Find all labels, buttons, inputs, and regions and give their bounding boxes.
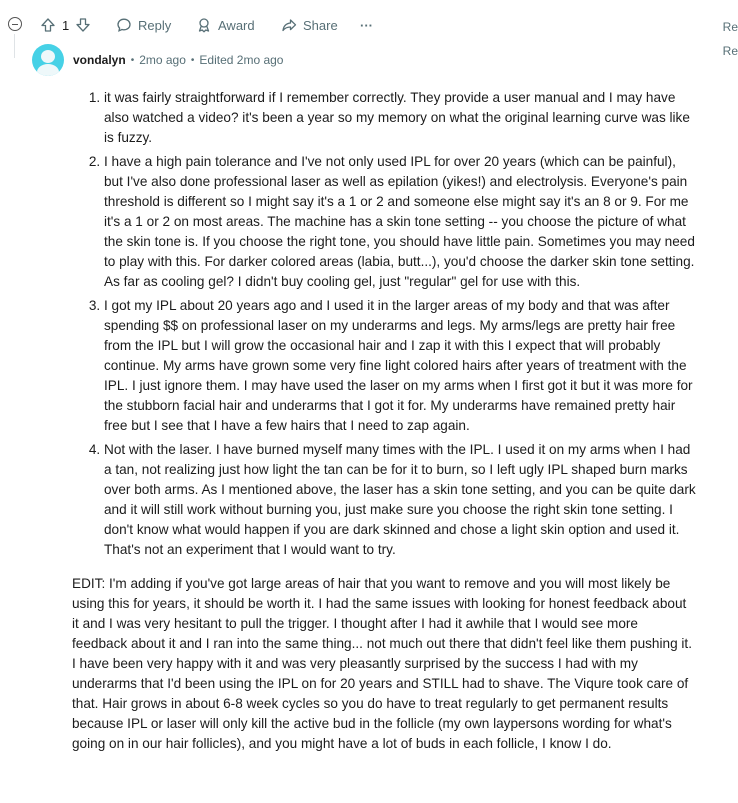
upvote-icon[interactable] — [40, 17, 56, 33]
award-button[interactable] — [196, 16, 255, 34]
comment-timestamp[interactable]: 2mo ago — [139, 53, 186, 67]
reply-label: Reply — [138, 17, 172, 33]
separator-dot: • — [190, 54, 195, 66]
award-icon — [196, 17, 212, 33]
truncated-side-text: Re — [722, 20, 738, 34]
edited-timestamp: Edited 2mo ago — [199, 53, 284, 67]
more-options-button[interactable] — [360, 16, 373, 34]
parent-comment-action-bar — [0, 0, 738, 58]
username-link[interactable]: vondalyn — [73, 53, 126, 67]
edit-paragraph: EDIT: I'm adding if you've got large areas of hair that you want to remove and you will most likely be using this for years, it should be worth it. I had the same issues with looking for honest feedback about it and I was very hesitant to pull the trigger. I thought after I had it awhile that I would see more feedback about it and I ran into the same thing... not much out there that didn't feel like them pushing it. I have been very happy with it and was very pleasantly surprised by the success I had with my underarms that I'd been using the IPL on for 20 years and STILL had to shave. The Viqure took care of that. Hair grows in about 6-8 week cycles so you do have to treat regularly to get permanent results because IPL or laser will only kill the active bud in the follicle (my own laypersons wording for what's going on in our hair follicles), and you might have a lot of buds in each follicle, I know I do. — [72, 576, 692, 751]
vote-group — [40, 16, 91, 34]
separator-dot: • — [130, 54, 135, 66]
truncated-side-text: Re — [722, 44, 738, 58]
list-item: 2. I have a high pain tolerance and I've not only used IPL for over 20 years (which can be painful), but I've also done professional laser as well as epilation (yikes!) and electrolysis. Everyone's pain threshold is different so I might say it's a 1 or 2 and someone else might say it's an 8 or 9. For me it's a 1 or 2 on most areas. The machine has a skin tone setting -- you choose the picture of what the skin tone is. If you choose the right tone, you should have little pain. Sometimes you may need to play with this. For darker colored areas (labia, butt...), you'd choose the darker skin tone setting. As far as cooling gel? I didn't buy cooling gel, just "regular" gel for use with this. — [104, 152, 696, 292]
list-item: 1. it was fairly straightforward if I remember correctly. They provide a user manual and I may have also watched a video? it's been a year so my memory on what the original learning curve was like is fuzzy. — [104, 88, 696, 148]
collapse-thread-icon[interactable] — [8, 17, 22, 31]
share-button[interactable] — [281, 16, 338, 34]
comment-meta — [73, 53, 283, 67]
comment-header — [32, 44, 283, 76]
list-item: 3. I got my IPL about 20 years ago and I used it in the larger areas of my body and that was after spending $$ on professional laser on my underarms and legs. My arms/legs are pretty hair free from the IPL but I will grow the occasional hair and I zap it with this I expect that will probably continue. My arms have grown some very fine light colored hairs after years of treatment with the IPL. I just ignore them. I may have used the laser on my arms when I first got it but it was more for the stubborn facial hair and underarms that I got it for. My underarms have remained pretty hair free but I see that I have a few hairs that I need to zap again. — [104, 296, 696, 436]
reply-button[interactable] — [116, 16, 171, 34]
list-item: 4. Not with the laser. I have burned myself many times with the IPL. I used it on my arms when I had a tan, not realizing just how light the tan can be for it to burn, so I left ugly IPL shaped burn marks over both arms. As I mentioned above, the laser has a skin tone setting, and you can be quite dark and it will still work without burning you, just make sure you choose the right skin tone setting. I don't know what would happen if you are dark skinned and chose a light skin option and used it. That's not an experiment that I would want to try. — [104, 440, 696, 560]
avatar[interactable] — [32, 44, 64, 76]
vote-count: 1 — [62, 17, 70, 33]
award-label: Award — [218, 17, 255, 33]
numbered-list — [72, 88, 696, 560]
share-label: Share — [303, 17, 338, 33]
share-icon — [281, 17, 297, 33]
thread-line — [14, 34, 15, 58]
more-options-icon: ··· — [360, 17, 373, 33]
reply-icon — [116, 17, 132, 33]
downvote-icon[interactable] — [75, 17, 91, 33]
comment-body — [72, 88, 696, 754]
